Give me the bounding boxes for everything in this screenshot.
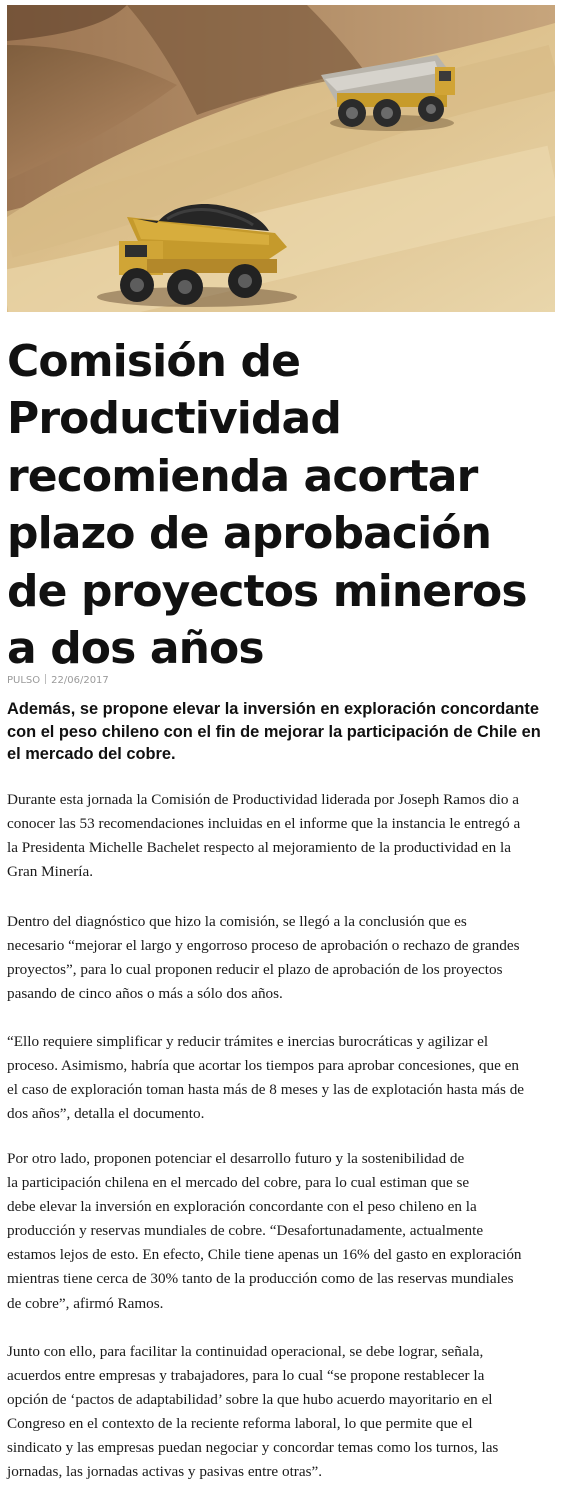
paragraph-line: necesario “mejorar el largo y engorroso proceso de aprobación o rechazo de grandes bbox=[7, 937, 520, 955]
paragraph-line: de cobre”, afirmó Ramos. bbox=[7, 1294, 164, 1312]
paragraph-line: acuerdos entre empresas y trabajadores, para lo cual “se propone restablecer la bbox=[7, 1367, 485, 1385]
article-paragraph bbox=[7, 1030, 559, 1126]
article-paragraph bbox=[7, 1340, 559, 1485]
paragraph-line: proceso. Asimismo, habría que acortar los tiempos para aprobar concesiones, que en bbox=[7, 1057, 519, 1075]
mining-trucks-illustration bbox=[7, 5, 555, 312]
paragraph-line: pasando de cinco años o más a sólo dos años. bbox=[7, 985, 283, 1003]
article-paragraph bbox=[7, 1147, 559, 1316]
paragraph-line: conocer las 53 recomendaciones incluidas en el informe que la instancia le entregó a bbox=[7, 815, 521, 833]
paragraph-line: jornadas, las jornadas activas y pasivas entre otras”. bbox=[7, 1463, 323, 1481]
paragraph-line: producción y reservas mundiales de cobre. “Desafortunadamente, actualmente bbox=[7, 1222, 484, 1240]
article-meta bbox=[7, 674, 109, 686]
article-lead: Además, se propone elevar la inversión en exploración concordante con el peso chileno con el fin de mejorar la participación de Chile en el mercado del cobre. bbox=[7, 700, 541, 763]
article-hero-image bbox=[7, 5, 555, 312]
paragraph-line: estamos lejos de esto. En efecto, Chile tiene apenas un 16% del gasto en exploración bbox=[7, 1246, 522, 1264]
paragraph-line: debe elevar la inversión en exploración concordante con el peso chileno en la bbox=[7, 1198, 477, 1216]
paragraph-line: Dentro del diagnóstico que hizo la comisión, se llegó a la conclusión que es bbox=[7, 913, 467, 930]
article-date: 22/06/2017 bbox=[51, 675, 109, 686]
paragraph-line: Congreso en el contexto de la reciente reforma laboral, lo que permite que el bbox=[7, 1415, 473, 1433]
paragraph-line: la Presidenta Michelle Bachelet respecto al mejoramiento de la productividad en la bbox=[7, 839, 511, 857]
paragraph-line: sindicato y las empresas puedan negociar y concordar temas como los turnos, las bbox=[7, 1439, 499, 1457]
paragraph-line: la participación chilena en el mercado del cobre, para lo cual estiman que se bbox=[7, 1174, 470, 1192]
paragraph-line: el caso de exploración toman hasta más de 8 meses y las de explotación hasta más de bbox=[7, 1081, 525, 1099]
paragraph-line: proyectos”, para lo cual proponen reducir el plazo de aprobación de los proyectos bbox=[7, 961, 503, 979]
paragraph-line: Por otro lado, proponen potenciar el desarrollo futuro y la sostenibilidad de bbox=[7, 1150, 465, 1167]
paragraph-line: opción de ‘pactos de adaptabilidad’ sobre la que hubo acuerdo mayoritario en el bbox=[7, 1391, 493, 1409]
meta-divider bbox=[45, 674, 46, 684]
paragraph-line: Durante esta jornada la Comisión de Productividad liderada por Joseph Ramos dio a bbox=[7, 791, 520, 808]
paragraph-line: Junto con ello, para facilitar la continuidad operacional, se debe lograr, señala, bbox=[7, 1343, 484, 1360]
article-paragraph bbox=[7, 788, 559, 884]
paragraph-line: “Ello requiere simplificar y reducir trámites e inercias burocráticas y agilizar el bbox=[7, 1033, 489, 1050]
paragraph-line: Gran Minería. bbox=[7, 863, 94, 881]
paragraph-line: dos años”, detalla el documento. bbox=[7, 1105, 205, 1123]
article-title: Comisión de Productividad recomienda acortar plazo de aprobación de proyectos mineros a dos años bbox=[7, 336, 527, 675]
paragraph-line: mientras tiene cerca de 30% tanto de la producción como de las reservas mundiales bbox=[7, 1270, 514, 1288]
article-paragraph bbox=[7, 910, 559, 1006]
article-source[interactable]: PULSO bbox=[7, 675, 41, 686]
